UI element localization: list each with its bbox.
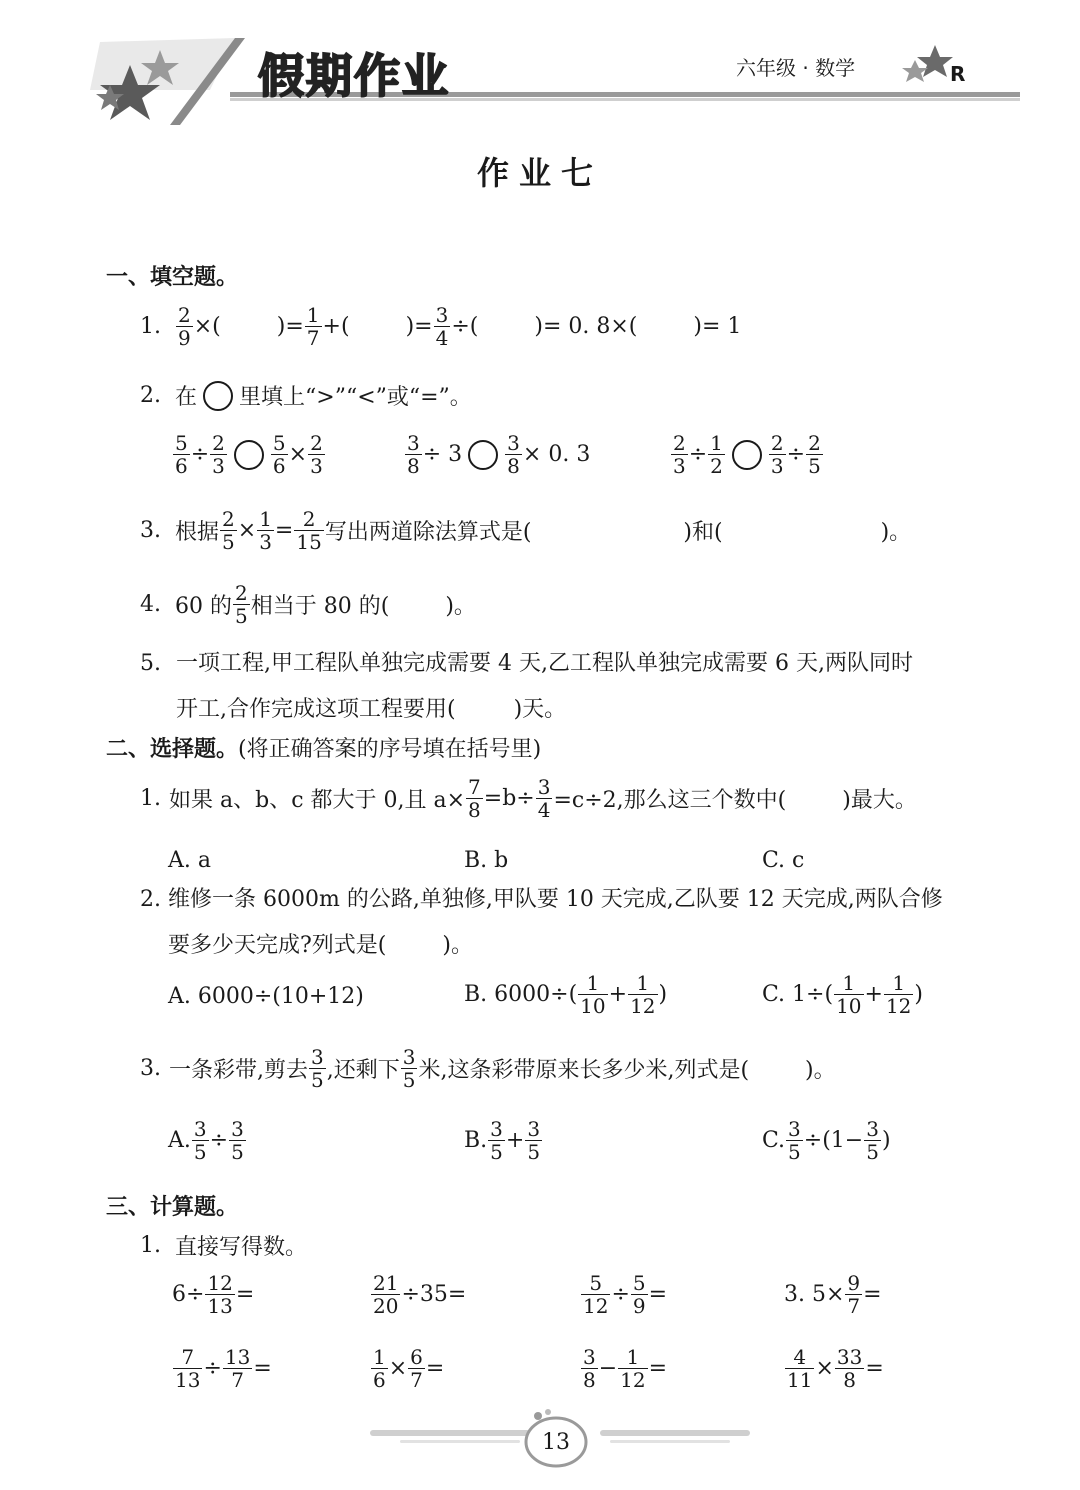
s2-q2-line2: 要多少天完成?列式是( )。 [168, 933, 473, 958]
section2-heading: 二、选择题。 (将正确答案的序号填在括号里) [106, 737, 542, 762]
header-banner [90, 30, 1030, 140]
s2-q3-option-c[interactable]: C. $\frac{3}{5}$ ÷(1− $\frac{3}{5}$ ) [762, 1117, 891, 1164]
s2-q1: 1. 如果 a、b、c 都大于 0,且 a× $\frac{7}{8}$ =b÷ $\frac{3}{4}$ =c÷2,那么这三个数中( )最大。 [140, 775, 917, 822]
fraction: $\frac{5}{9}$ [632, 1271, 646, 1318]
compare-circle-icon [203, 381, 233, 411]
fraction: $\frac{2}{9}$ [178, 303, 191, 350]
fraction: $\frac{12}{13}$ [207, 1271, 233, 1318]
fraction: $\frac{4}{11}$ [787, 1345, 813, 1392]
s1-q2-compare-3: $\frac{2}{3}$ ÷ $\frac{1}{2}$ $\frac{2}{3}$ ÷ $\frac{2}{5}$ [673, 431, 821, 478]
s1-q1: 1. $\frac{2}{9}$ ×( )= $\frac{1}{7}$ +( )= $\frac{3}{4}$ ÷( )= 0. 8×( )= 1 [140, 303, 742, 350]
calc-item: 3 8 − $\frac{1}{12}$ = [583, 1345, 668, 1392]
calc-item: $\frac{21}{20}$ ÷35 = [373, 1271, 467, 1318]
fraction: $\frac{21}{20}$ [373, 1271, 399, 1318]
fraction: $\frac{1}{6}$ [373, 1345, 386, 1392]
s1-q3: 3. 根据 $\frac{2}{5}$ × $\frac{1}{3}$ = $\frac{2}{15}$ 写出两道除法算式是( )和( )。 [140, 507, 912, 554]
s1-q5-num: 5. [140, 651, 161, 676]
s2-q2-num: 2. [140, 887, 161, 912]
calc-item: $\frac{7}{13}$ ÷ $\frac{13}{7}$ = [175, 1345, 272, 1392]
section1-heading: 一、填空题。 [106, 265, 239, 290]
fraction: $\frac{5}{12}$ [583, 1271, 609, 1318]
fraction: 3 8 [583, 1345, 596, 1392]
fraction: $\frac{33}{8}$ [836, 1345, 863, 1392]
s2-q1-option-b[interactable]: B. b [464, 848, 509, 873]
answer-circle[interactable] [234, 440, 264, 470]
fraction: $\frac{13}{7}$ [224, 1345, 251, 1392]
calc-item: 6÷ $\frac{12}{13}$ = [172, 1271, 255, 1318]
s2-q2-option-c[interactable]: C. 1÷( 1 10 + $\frac{1}{12}$ ) [762, 971, 923, 1018]
s1-q5-line2: 开工,合作完成这项工程要用( )天。 [176, 697, 567, 722]
s2-q3-option-a[interactable]: A. $\frac{3}{5}$ ÷ $\frac{3}{5}$ [168, 1117, 244, 1164]
fraction: $\frac{7}{13}$ [175, 1345, 201, 1392]
fraction: $\frac{1}{7}$ [306, 303, 320, 350]
grade-subject: 六年级 · 数学 [736, 56, 856, 80]
calc-item: $\frac{5}{12}$ ÷ $\frac{5}{9}$ = [583, 1271, 668, 1318]
s2-q1-option-c[interactable]: C. c [762, 848, 805, 873]
s1-q2-compare-1: $\frac{5}{6}$ ÷ $\frac{2}{3}$ $\frac{5}{6}$ × $\frac{2}{3}$ [175, 431, 323, 478]
fraction: $\frac{6}{7}$ [410, 1345, 423, 1392]
calc-item: $\frac{1}{6}$ × $\frac{6}{7}$ = [373, 1345, 445, 1392]
fraction: $\frac{9}{7}$ [847, 1271, 861, 1318]
edition-mark: R [950, 62, 966, 86]
header-stars-right-icon [902, 45, 953, 82]
answer-circle[interactable] [468, 440, 498, 470]
s1-q4: 4. 60 的 2 5 相当于 80 的( )。 [140, 581, 476, 628]
s2-q3: 3. 一条彩带,剪去 3 5 ,还剩下 3 5 米,这条彩带原来长多少米,列式是( )。 [140, 1045, 836, 1092]
calc-item: 3. 5× $\frac{9}{7}$ = [784, 1271, 882, 1318]
answer-circle[interactable] [732, 440, 762, 470]
fraction: $\frac{1}{12}$ [620, 1345, 646, 1392]
calc-item: $\frac{4}{11}$ × $\frac{33}{8}$ = [787, 1345, 884, 1392]
s1-q2: 2. 在 里填上“>”“<”或“=”。 [140, 380, 472, 411]
s2-q2-option-a[interactable]: A. 6000÷(10+12) [168, 984, 364, 1009]
s1-q2-compare-2: $\frac{3}{8}$ ÷ 3 $\frac{3}{8}$ × 0. 3 [407, 431, 591, 478]
section3-heading: 三、计算题。 [106, 1195, 239, 1220]
fraction: $\frac{3}{4}$ [435, 303, 449, 350]
s3-q1: 1. 直接写得数。 [140, 1233, 308, 1260]
page-title: 作业七 [476, 154, 603, 192]
s2-q2-line1: 维修一条 6000m 的公路,单独修,甲队要 10 天完成,乙队要 12 天完成,两队合修 [168, 887, 943, 912]
banner-title: 假期作业 [258, 49, 450, 103]
page-number: 13 [542, 1430, 570, 1455]
s2-q3-option-b[interactable]: B. 3 5 + $\frac{3}{5}$ [464, 1117, 541, 1164]
s1-q5-line1: 一项工程,甲工程队单独完成需要 4 天,乙工程队单独完成需要 6 天,两队同时 [176, 651, 913, 676]
s2-q2-option-b[interactable]: B. 6000÷( 1 10 + $\frac{1}{12}$ ) [464, 971, 668, 1018]
s2-q1-option-a[interactable]: A. a [168, 848, 211, 873]
